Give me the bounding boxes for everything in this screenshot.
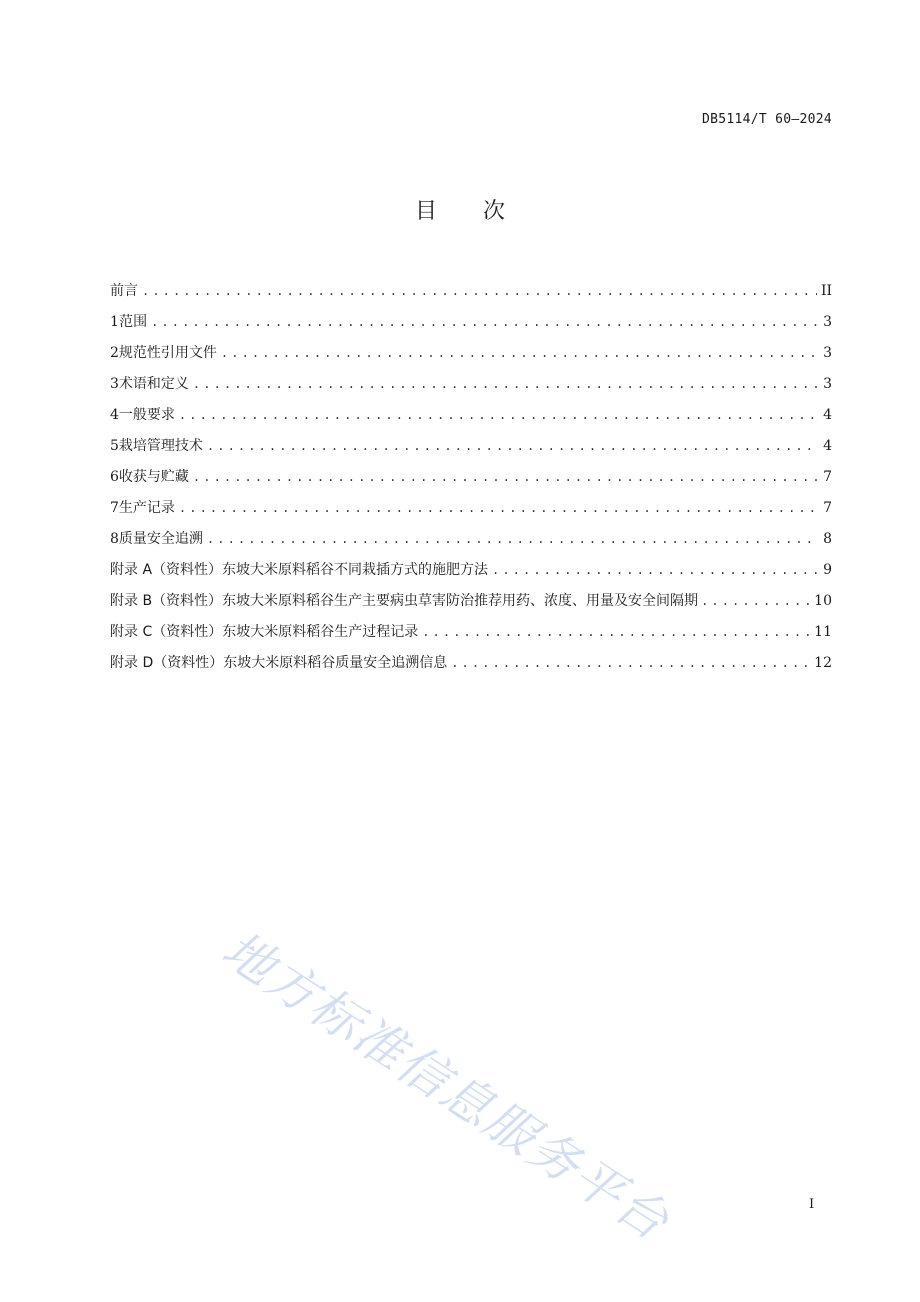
toc-dot-leader [151,310,819,334]
toc-dot-leader [193,372,819,396]
toc-dot-leader [179,496,819,520]
toc-label: 质量安全追溯 [118,531,203,547]
toc-dot-leader [422,620,810,644]
toc-clause-number: 5 [110,438,119,454]
toc-item-clause-6[interactable] [110,465,832,496]
toc-label: 范围 [119,314,148,330]
toc-page-number: 10 [814,593,832,609]
watermark: 地方标准信息服务平台 [212,920,680,1252]
toc-clause-number: 6 [110,469,119,485]
toc-dot-leader [207,527,819,551]
toc-annex-prefix: 附录 D（资料性） [110,655,224,671]
toc-label: 术语和定义 [118,376,189,392]
toc-label: 前言 [110,283,138,299]
toc-clause-number: 4 [110,407,119,423]
toc-dot-leader [179,403,819,427]
toc-annex-prefix: 附录 A（资料性） [110,562,223,578]
toc-item-clause-8[interactable] [110,527,832,558]
toc-annex-prefix: 附录 C（资料性） [110,624,223,640]
toc-clause-number: 2 [110,345,119,361]
table-of-contents [110,279,832,682]
toc-item-annex-c[interactable] [110,620,832,651]
toc-page-number: 4 [823,407,832,423]
toc-dot-leader [142,279,817,303]
toc-page-number: 3 [823,314,832,330]
page-number: I [809,1197,815,1212]
toc-label: 东坡大米原料稻谷生产过程记录 [222,624,419,640]
toc-clause-number: 3 [110,376,119,392]
toc-page-number: 3 [823,345,832,361]
toc-item-annex-d[interactable] [110,651,832,682]
toc-dot-leader [221,341,819,365]
toc-dot-leader [451,651,810,675]
toc-label: 生产记录 [118,500,175,516]
toc-label: 东坡大米原料稻谷质量安全追溯信息 [223,655,448,671]
toc-page-number: 9 [823,562,832,578]
toc-item-clause-7[interactable] [110,496,832,527]
toc-label: 东坡大米原料稻谷不同栽插方式的施肥方法 [222,562,489,578]
page-title-char-1: 目 [414,199,437,224]
toc-label: 一般要求 [118,407,175,423]
toc-page-number: 11 [814,624,832,640]
page-title-char-2: 次 [483,199,506,224]
toc-page-number: 8 [823,531,832,547]
toc-annex-prefix: 附录 B（资料性） [110,593,223,609]
toc-item-clause-2[interactable] [110,341,832,372]
toc-label: 规范性引用文件 [118,345,217,361]
toc-dot-leader [193,465,819,489]
toc-dot-leader [207,434,819,458]
toc-label: 栽培管理技术 [118,438,203,454]
toc-item-clause-4[interactable] [110,403,832,434]
page-title [0,194,920,225]
toc-clause-number: 1 [110,314,119,330]
toc-page-number: 3 [823,376,832,392]
toc-item-annex-b[interactable] [110,589,832,620]
toc-page-number: 7 [823,500,832,516]
toc-page-number: 4 [823,438,832,454]
toc-page-number: II [820,283,832,299]
document-code: DB5114/T 60—2024 [701,112,832,127]
toc-item-annex-a[interactable] [110,558,832,589]
toc-page-number: 7 [823,469,832,485]
toc-label: 收获与贮藏 [118,469,189,485]
toc-dot-leader [492,558,819,582]
toc-clause-number: 7 [110,500,119,516]
toc-item-clause-3[interactable] [110,372,832,403]
toc-clause-number: 8 [110,531,119,547]
toc-page-number: 12 [814,655,832,671]
toc-dot-leader [701,589,811,613]
toc-item-foreword[interactable] [110,279,832,310]
toc-item-clause-1[interactable] [110,310,832,341]
toc-label: 东坡大米原料稻谷生产主要病虫草害防治推荐用药、浓度、用量及安全间隔期 [222,593,699,609]
toc-item-clause-5[interactable] [110,434,832,465]
